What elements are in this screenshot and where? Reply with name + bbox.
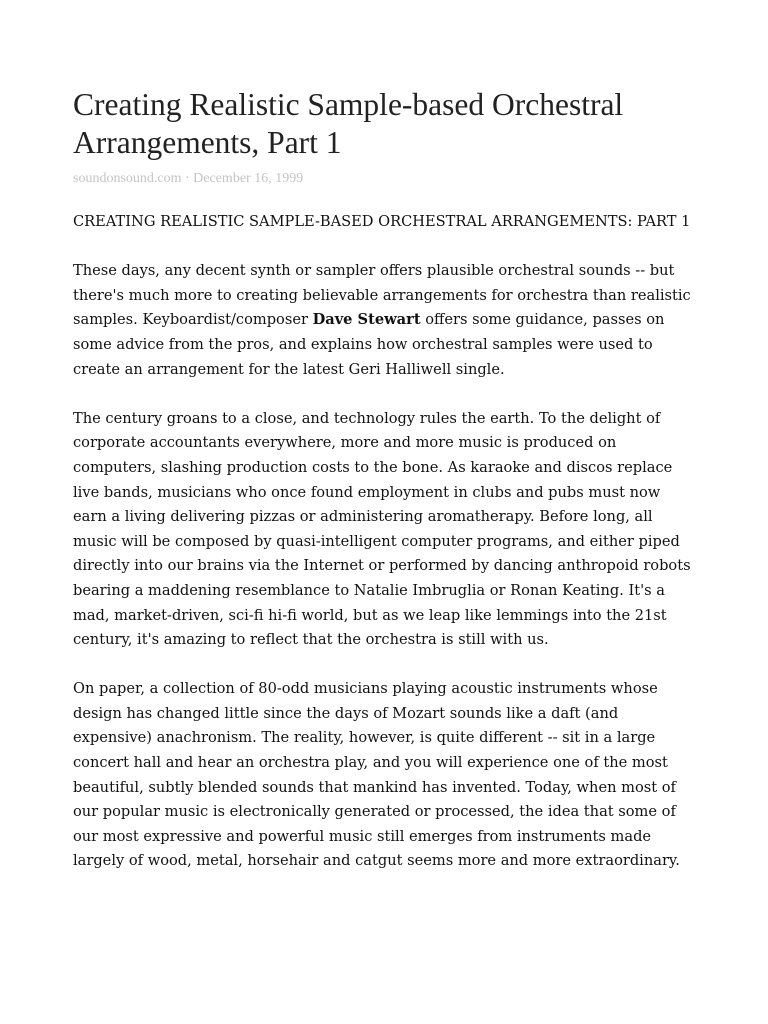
article-date: December 16, 1999 [193, 171, 304, 186]
intro-text-before: These days, any decent synth or sampler offers plausible orchestral sounds -- but there's much more to creating believable arrangements for orchestra than realistic samples. Keyboardist/composer [73, 262, 691, 329]
article-byline [73, 170, 697, 188]
article-paragraph-2: On paper, a collection of 80-odd musicians playing acoustic instruments whose design has changed little since the days of Mozart sounds like a daft (and expensive) anachronism. The reality, however, is quite different -- sit in a large concert hall and hear an orchestra play, and you will experience one of the most beautiful, subtly blended sounds that mankind has invented. Today, when most of our popular music is electronically generated or processed, the idea that some of our most expressive and powerful music still emerges from instruments made largely of wood, metal, horsehair and catgut seems more and more extraordinary. [73, 680, 680, 870]
author-name: Dave Stewart [312, 311, 421, 329]
intro-text-after: offers some guidance, passes on some advice from the pros, and explains how orchestral samples were used to create an arrangement for the latest Geri Halliwell single. [73, 311, 665, 378]
article-page [73, 86, 697, 874]
article-source: soundonsound.com [73, 171, 182, 186]
article-body [73, 210, 697, 874]
article-intro [73, 259, 697, 382]
article-heading: CREATING REALISTIC SAMPLE-BASED ORCHESTRAL ARRANGEMENTS: PART 1 [73, 213, 691, 230]
byline-separator: · [181, 171, 194, 186]
article-title: Creating Realistic Sample-based Orchestral Arrangements, Part 1 [73, 87, 624, 160]
article-paragraph-1: The century groans to a close, and technology rules the earth. To the delight of corporate accountants everywhere, more and more music is produced on computers, slashing production costs to the bone. As karaoke and discos replace live bands, musicians who once found employment in clubs and pubs must now earn a living delivering pizzas or administering aromatherapy. Before long, all music will be composed by quasi-intelligent computer programs, and either piped directly into our brains via the Internet or performed by dancing anthropoid robots bearing a maddening resemblance to Natalie Imbruglia or Ronan Keating. It's a mad, market-driven, sci-fi hi-fi world, but as we leap like lemmings into the 21st century, it's amazing to reflect that the orchestra is still with us. [73, 409, 691, 649]
